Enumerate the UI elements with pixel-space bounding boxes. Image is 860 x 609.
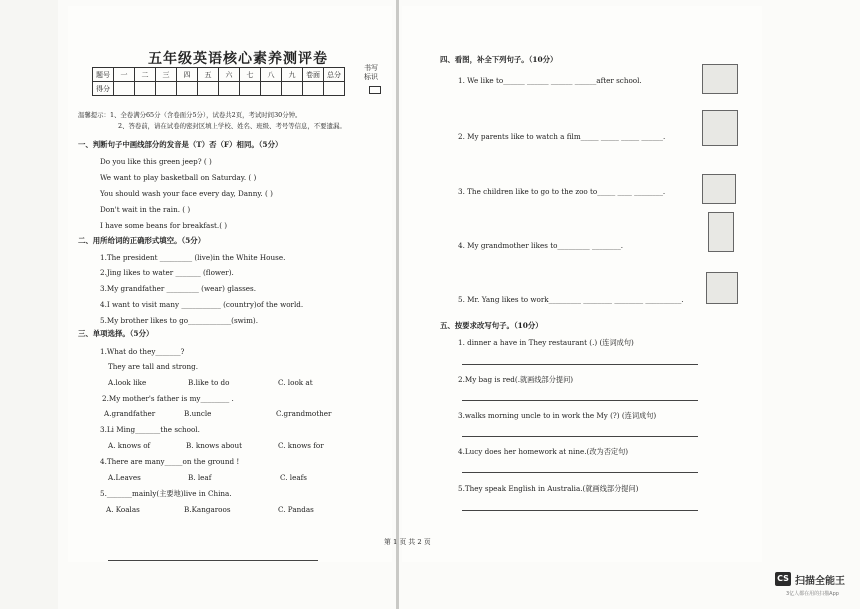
picture-1 xyxy=(702,64,738,94)
score-cell xyxy=(198,82,219,96)
score-cell xyxy=(219,82,240,96)
score-cell xyxy=(282,82,303,96)
binding-margin xyxy=(0,0,58,609)
score-header-cell: 五 xyxy=(198,68,219,82)
s3-option: A. knows of xyxy=(108,441,151,450)
s3-option: C. look at xyxy=(278,378,313,387)
writing-mark-box xyxy=(369,86,381,94)
note-line-2: 2、答卷前，请在试卷的密封区填上学校、姓名、班级、考号等信息，不要遗漏。 xyxy=(118,122,346,130)
s3-question: 5._______mainly(主要地)live in China. xyxy=(100,489,232,498)
s3-question-sub: They are tall and strong. xyxy=(108,362,198,371)
s3-option: A.look like xyxy=(108,378,147,387)
s3-option: B.Kangaroos xyxy=(184,505,231,514)
answer-line xyxy=(462,364,698,365)
s5-item: 3.walks morning uncle to in work the My (?) (连词成句) xyxy=(458,411,657,420)
s5-item: 2.My bag is red(.就画线部分提问) xyxy=(458,375,574,384)
s4-item: 4. My grandmother likes to_________ ________. xyxy=(458,241,624,250)
s2-item: 3.My grandfather _________ (wear) glasses. xyxy=(100,284,256,293)
s1-item: We want to play basketball on Saturday. ( ) xyxy=(100,173,257,182)
s3-option: B. knows about xyxy=(186,441,243,450)
watermark-title: 扫描全能王 xyxy=(795,576,845,587)
s5-item: 5.They speak English in Australia.(就画线部分提问) xyxy=(458,484,639,493)
s3-option: A.Leaves xyxy=(108,473,141,482)
s3-option: B.like to do xyxy=(188,378,230,387)
s2-item: 4.I want to visit many ___________ (country)of the world. xyxy=(100,300,304,309)
score-cell xyxy=(240,82,261,96)
s2-item: 2.Jing likes to water _______ (flower). xyxy=(100,268,234,277)
score-header-cell: 九 xyxy=(282,68,303,82)
section1-heading: 一、判断句子中画线部分的发音是（T）否（F）相同。（5分） xyxy=(78,140,283,149)
section4-heading: 四、看图，补全下列句子。（10分） xyxy=(440,55,558,64)
camscanner-logo: CS xyxy=(775,572,791,586)
s2-item: 5.My brother likes to go____________(swim). xyxy=(100,316,258,325)
s4-item: 2. My parents like to watch a film_____ _____ _____ ______. xyxy=(458,132,666,141)
section3-heading: 三、单项选择。（5分） xyxy=(78,329,154,338)
bottom-rule xyxy=(108,560,318,561)
s3-question: 3.Li Ming_______the school. xyxy=(100,425,200,434)
s3-option: B. leaf xyxy=(188,473,212,482)
exam-title: 五年级英语核心素养测评卷 xyxy=(148,51,328,67)
answer-line xyxy=(462,436,698,437)
picture-2 xyxy=(702,110,738,146)
s3-question: 4.There are many_____on the ground ! xyxy=(100,457,240,466)
s3-option: C.grandmother xyxy=(276,409,332,418)
s3-option: C. knows for xyxy=(278,441,324,450)
s3-option: A. Koalas xyxy=(106,505,140,514)
writing-mark-label: 书写标识 xyxy=(364,64,378,81)
score-header-cell: 一 xyxy=(114,68,135,82)
s5-item: 4.Lucy does her homework at nine.(改为否定句) xyxy=(458,447,629,456)
score-header-cell: 七 xyxy=(240,68,261,82)
score-cell xyxy=(135,82,156,96)
score-cell xyxy=(156,82,177,96)
answer-line xyxy=(462,472,698,473)
watermark-subtitle: 3亿人都在用的扫描App xyxy=(786,591,839,597)
s1-item: I have some beans for breakfast.( ) xyxy=(100,221,228,230)
score-cell xyxy=(303,82,324,96)
s4-item: 3. The children like to go to the zoo to_____ ____ ________. xyxy=(458,187,666,196)
score-cell xyxy=(114,82,135,96)
note-line-1: 温馨提示：1、全卷满分65分（含卷面分5分），试卷共2页，考试时间30分钟。 xyxy=(78,111,302,119)
picture-4 xyxy=(708,212,734,252)
s4-item: 1. We like to______ ______ ______ ______after school. xyxy=(458,76,642,85)
s3-option: A.grandfather xyxy=(104,409,156,418)
score-cell xyxy=(261,82,282,96)
s1-item: Do you like this green jeep? ( ) xyxy=(100,157,212,166)
score-value-row xyxy=(93,82,345,96)
picture-3 xyxy=(702,174,736,204)
section5-heading: 五、按要求改写句子。（10分） xyxy=(440,321,543,330)
score-header-cell: 卷面 xyxy=(303,68,324,82)
page-number: 第 1 页 共 2 页 xyxy=(384,538,431,546)
score-table xyxy=(92,67,345,96)
score-header-cell: 八 xyxy=(261,68,282,82)
score-header-cell: 二 xyxy=(135,68,156,82)
s1-item: Don't wait in the rain. ( ) xyxy=(100,205,191,214)
s3-question: 1.What do they_______? xyxy=(100,347,185,356)
score-row-label: 得分 xyxy=(93,82,114,96)
s3-option: B.uncle xyxy=(184,409,212,418)
score-header-cell: 三 xyxy=(156,68,177,82)
score-header-cell: 六 xyxy=(219,68,240,82)
score-header-row xyxy=(93,68,345,82)
s5-item: 1. dinner a have in They restaurant (.) (连词成句) xyxy=(458,338,634,347)
score-header-cell: 总分 xyxy=(324,68,345,82)
page-fold xyxy=(396,0,399,609)
answer-line xyxy=(462,400,698,401)
s3-option: C. leafs xyxy=(280,473,307,482)
s3-question: 2.My mother's father is my________ . xyxy=(102,394,234,403)
score-cell xyxy=(324,82,345,96)
score-header-cell: 四 xyxy=(177,68,198,82)
s4-item: 5. Mr. Yang likes to work_________ ________ ________ __________. xyxy=(458,295,684,304)
section2-heading: 二、用所给词的正确形式填空。（5分） xyxy=(78,236,206,245)
score-cell xyxy=(177,82,198,96)
answer-line xyxy=(462,510,698,511)
picture-5 xyxy=(706,272,738,304)
s1-item: You should wash your face every day, Danny. ( ) xyxy=(100,189,273,198)
score-header-cell: 题号 xyxy=(93,68,114,82)
s3-option: C. Pandas xyxy=(278,505,314,514)
s2-item: 1.The president _________ (live)in the White House. xyxy=(100,253,286,262)
